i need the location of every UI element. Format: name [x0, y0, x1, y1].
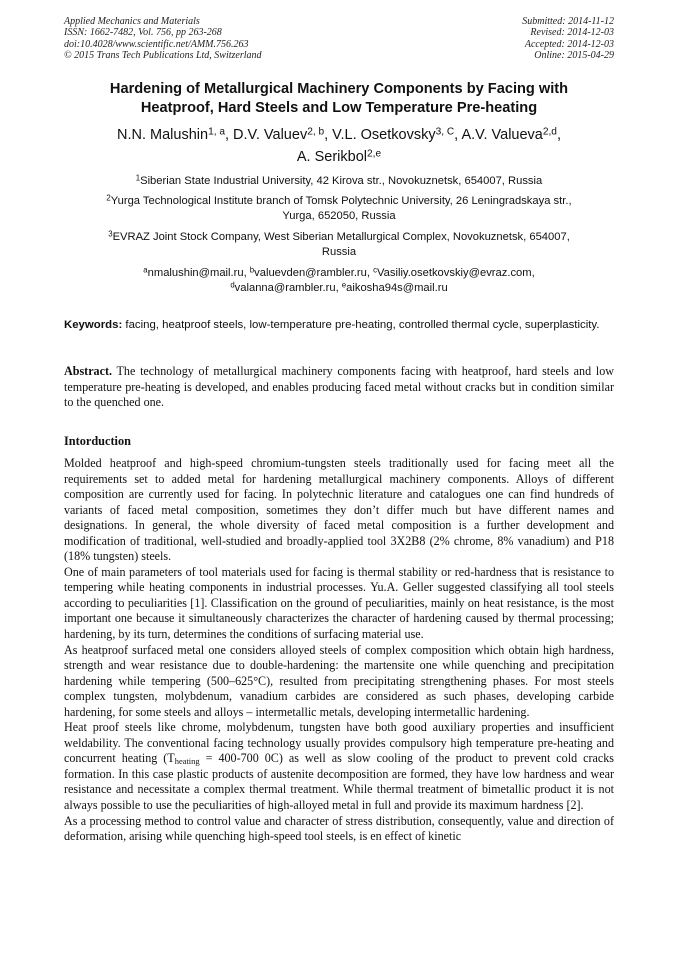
title-line-2: Heatproof, Hard Steels and Low Temperature Pre-heating	[140, 100, 538, 116]
date-online: Online: 2015-04-29	[534, 50, 614, 62]
affiliation-1	[64, 174, 614, 189]
affiliation-3	[64, 230, 614, 261]
journal-header	[64, 16, 262, 62]
email-sup: c	[373, 265, 378, 275]
author-name: A. Serikbol	[296, 149, 368, 165]
email-link[interactable]: Vasiliy.osetkovskiy@evraz.com,	[377, 267, 535, 279]
author-sup: 1, a	[208, 126, 225, 138]
paragraph	[64, 720, 614, 813]
title-line-1: Hardening of Metallurgical Machinery Components by Facing with	[109, 81, 569, 97]
affiliation-number: 1	[135, 173, 141, 183]
email-link[interactable]: nmalushin@mail.ru,	[147, 267, 247, 279]
author-name: D.V. Valuev	[233, 127, 308, 143]
affiliation-text: Russia	[321, 246, 357, 259]
affiliation-number: 2	[106, 193, 111, 203]
author-sup: 2,d	[542, 126, 557, 138]
affiliation-text: Yurga Technological Institute branch of Tomsk Polytechnic University, 26 Leningradskaya str.,	[110, 195, 572, 207]
subscript: heating	[174, 756, 200, 767]
paragraph: Molded heatproof and high-speed chromium-tungsten steels traditionally used for facing meet all the requirements set to added metal for hardening metallurgical machinery components. Alloys of different composition are currently used for facing. In polytechnic literature and catalogues one can find hundreds of variants of faced metal composition, sometimes they don’t differ much but have different names and designations. In general, the whole diversity of faced metal composition is a further development and modification of traditional, well-studied and broadly-applied tool 3X2B8 (2% chrome, 8% vanadium) and P18 (18% tungsten) steels.	[64, 456, 614, 564]
journal-doi: doi:10.4028/www.scientific.net/AMM.756.263	[64, 38, 249, 50]
author-name: V.L. Osetkovsky	[332, 127, 436, 143]
keywords-label: Keywords:	[64, 319, 123, 331]
email-list	[64, 266, 614, 297]
author-list: N.N. Malushin$^{1, a}$, D.V. Valuev$^{2, b}$, V.L. Osetkovsky$^{3, C}$, A.V. Valueva$^{2,d}$, A. Serikbol$^{2,e}$	[117, 126, 561, 165]
date-submitted: Submitted: 2014-11-12	[522, 16, 614, 27]
paragraph: As a processing method to control value and character of stress distribution, consequently, value and direction of deformation, arising while quenching high-speed tool steels, is en effect of kinetic	[64, 813, 614, 844]
email-sup: a	[143, 265, 148, 275]
journal-issn: ISSN: 1662-7482, Vol. 756, pp 263-268	[64, 27, 222, 39]
affiliation-text: Yurga, 652050, Russia	[282, 210, 396, 223]
body-text	[64, 456, 614, 845]
email-sup: d	[230, 280, 235, 290]
abstract-text: The technology of metallurgical machinery components facing with heatproof, hard steels and low temperature pre-heating is developed, and enables producing faced metal without cracks but in condition similar to the quenched one.	[64, 364, 614, 410]
paragraph-text: Heat proof steels like chrome, molybdenum, tungsten have both good auxiliary properties and insufficient weldability. The conventional facing technology usually provides compulsory high temperature pre-heating and concurrent heating (T	[64, 720, 614, 766]
paper-title	[64, 80, 614, 118]
paragraph: One of main parameters of tool materials used for facing is thermal stability or red-hardness that is resistance to tempering while heating components in industrial processes. Yu.A. Geller suggested classifying all tool steels according to peculiarities [1]. Classification on the ground of peculiarities, mainly on heat resistance, is the most important one because it simultaneously characterizes the character of hardening caused by thermal processing; hardening, by its turn, determines the conditions of surfacing material use.	[64, 564, 614, 642]
dates-header	[522, 16, 614, 62]
affiliation-text: EVRAZ Joint Stock Company, West Siberian Metallurgical Complex, Novokuznetsk, 654007,	[112, 231, 570, 243]
email-sup: e	[341, 280, 347, 290]
abstract-label: Abstract.	[64, 364, 113, 378]
affiliation-2	[64, 194, 614, 225]
affiliation-text: Siberian State Industrial University, 42 Kirova str., Novokuznetsk, 654007, Russia	[140, 175, 543, 187]
abstract	[64, 364, 614, 411]
author-name: A.V. Valueva	[461, 127, 543, 143]
journal-name: Applied Mechanics and Materials	[64, 16, 200, 27]
author-sup: 3, C	[435, 126, 455, 138]
journal-copyright: © 2015 Trans Tech Publications Ltd, Switzerland	[64, 50, 262, 62]
paragraph-text: = 400-700 0C) as well as slow cooling of the product to prevent cold cracks formation. In this case plastic products of austenite decomposition are formed, they have low hardness and wear resistance and necessitate a complex thermal treatment. While thermal treatment of bimetallic product it is not always possible to use the peculiarities of high-alloyed metal in full and provide its maximum hardness [2].	[64, 751, 614, 813]
paragraph: As heatproof surfaced metal one considers alloyed steels of complex composition which obtain high hardness, strength and wear resistance due to double-hardening: the martensite one while quenching and precipitation hardening while tempering (500–625°C), resulted from precipitating strengthening phases. For most steels complex tungsten, molybdenum, vanadium carbides are considered as such phases, developing carbide hardening, for some steels and alloys – intermetallic metals, developing intermetallic hardening.	[64, 642, 614, 719]
author-sup: 2,e	[367, 148, 382, 160]
email-link[interactable]: aikosha94s@mail.ru	[346, 282, 448, 295]
email-link[interactable]: valuevden@rambler.ru,	[254, 267, 370, 279]
keywords-text: facing, heatproof steels, low-temperature pre-heating, controlled thermal cycle, superplasticity.	[125, 319, 600, 331]
section-heading: Intorduction	[64, 434, 131, 448]
author-name: N.N. Malushin	[117, 127, 209, 143]
email-link[interactable]: valanna@rambler.ru,	[234, 282, 339, 295]
date-accepted: Accepted: 2014-12-03	[524, 38, 614, 50]
author-sup: 2, b	[307, 126, 325, 138]
keywords	[64, 318, 614, 334]
date-revised: Revised: 2014-12-03	[530, 27, 614, 39]
email-sup: b	[249, 265, 255, 275]
affiliation-number: 3	[108, 229, 113, 239]
